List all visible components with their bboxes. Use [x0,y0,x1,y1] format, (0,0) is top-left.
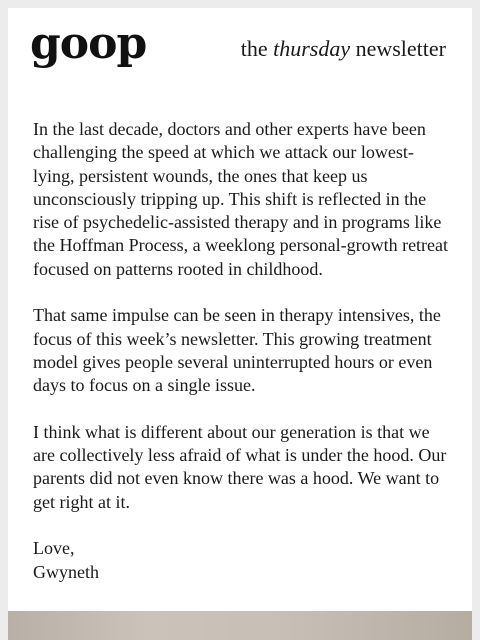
tagline-emphasis: thursday [273,36,351,61]
hero-image[interactable] [8,611,472,640]
newsletter-body [33,118,453,584]
goop-logo[interactable]: goop [30,18,147,69]
signoff [33,537,453,584]
email-frame [8,8,472,640]
signoff-greeting: Love, [33,538,75,559]
body-paragraph: I think what is different about our generation is that we are collectively less afraid of what is under the hood. Our parents did not even know there was a hood. We want to get right at it. [33,421,447,512]
body-paragraph: That same impulse can be seen in therapy intensives, the focus of this week’s newsletter. This growing treatment model gives people several uninterrupted hours or even days to focus on a single issue. [33,305,441,396]
body-paragraph: In the last decade, doctors and other experts have been challenging the speed at which we attack our lowest-lying, persistent wounds, the ones that keep us unconsciously tripping up. This shift is reflected in the rise of psychedelic-assisted therapy and in programs like the Hoffman Process, a weeklong personal-growth retreat focused on patterns rooted in childhood. [33,119,449,279]
tagline-prefix: the [240,36,268,61]
signoff-name: Gwyneth [33,561,99,582]
newsletter-tagline [241,38,446,60]
newsletter-header [8,8,472,88]
tagline-suffix: newsletter [355,36,446,61]
